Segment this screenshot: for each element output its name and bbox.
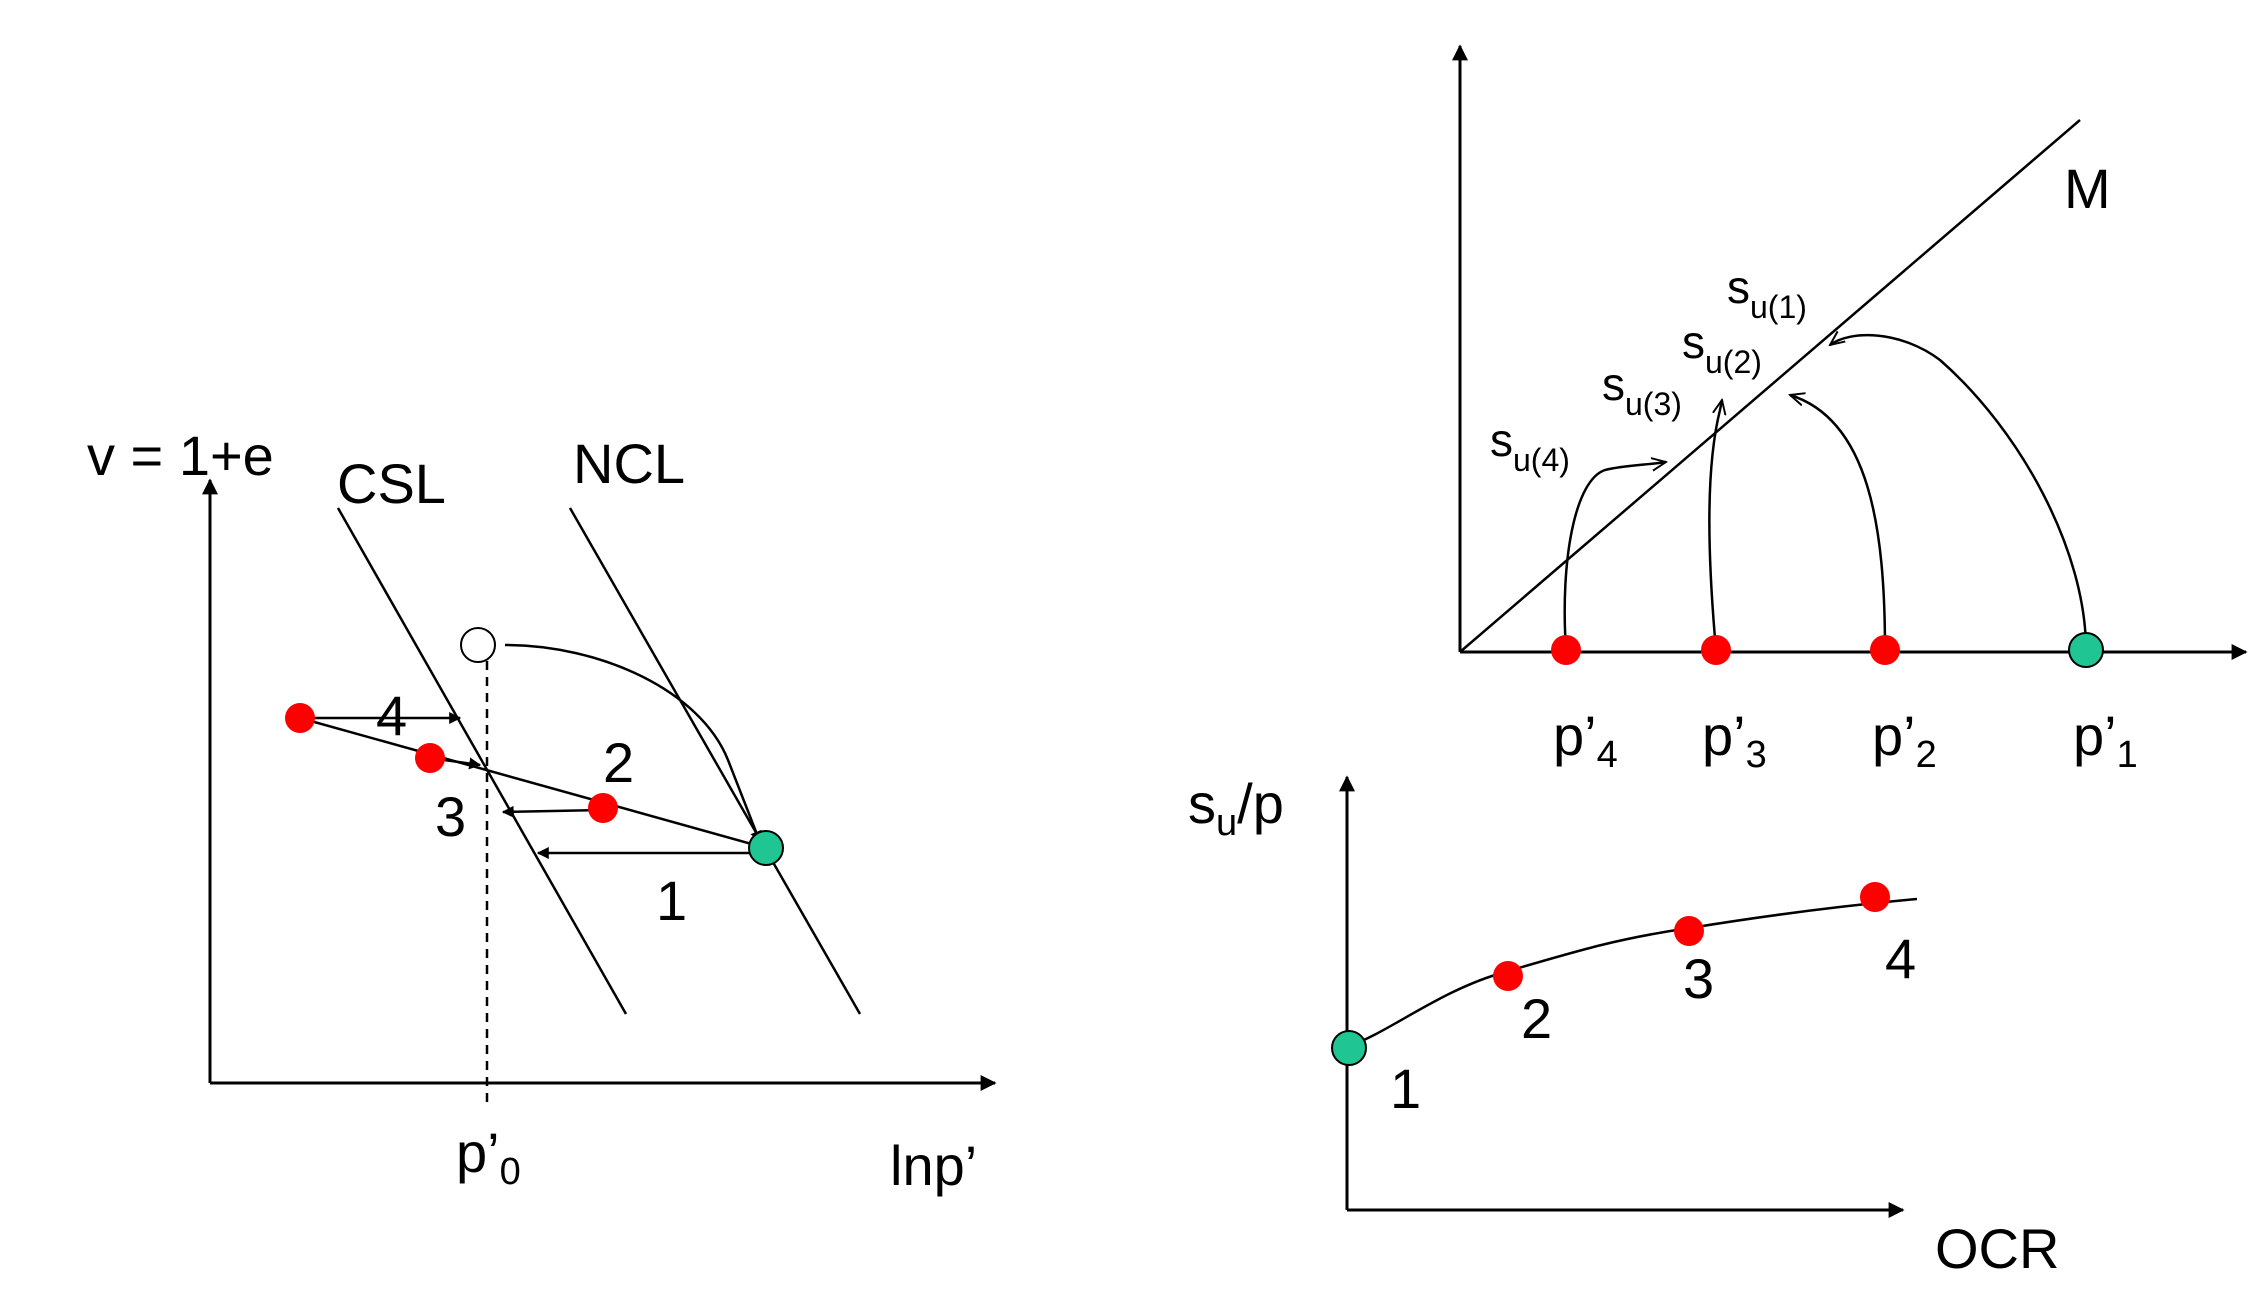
csl-line [338, 508, 626, 1014]
ocr-point-label-4: 4 [1885, 927, 1917, 990]
p3-point [1701, 635, 1731, 665]
m-line [1460, 120, 2080, 652]
path-label-1: 1 [656, 869, 688, 932]
stress-path-4 [1565, 462, 1666, 650]
stress-path-2 [1790, 395, 1885, 650]
ocr-point-label-2: 2 [1521, 987, 1553, 1050]
p1-point [2069, 633, 2103, 667]
su2-label: $s_{u(2)}$ [1682, 316, 1762, 380]
v-axis-label: v = 1+e [87, 424, 274, 487]
stress-path-diagram [1460, 46, 2246, 776]
ocr-point-label-1: 1 [1390, 1057, 1422, 1120]
ocr-point-2 [1493, 961, 1523, 991]
m-line-label: M [2064, 157, 2111, 220]
point-red-2 [588, 793, 618, 823]
p1-label: $p’_1$ [2073, 704, 2138, 776]
ocr-axis-label: OCR [1935, 1217, 2060, 1280]
ocr-point-3 [1674, 916, 1704, 946]
path-label-4: 4 [376, 684, 408, 747]
ocr-point-4 [1860, 882, 1890, 912]
su-p-axis-label: $s_u/p$ [1188, 772, 1284, 844]
p2-point [1870, 635, 1900, 665]
point-green-ncl [749, 831, 783, 865]
su-p-ocr-curve [1349, 899, 1917, 1046]
point-red-3 [415, 743, 445, 773]
ncl-label: NCL [573, 432, 686, 495]
su3-label: $s_{u(3)}$ [1602, 358, 1682, 422]
strength-ocr-diagram [1188, 772, 2059, 1280]
p2-label: $p’_2$ [1872, 704, 1937, 776]
initial-state-open-point [461, 628, 495, 662]
su4-label: $s_{u(4)}$ [1490, 414, 1570, 478]
path-arrow-2 [503, 810, 603, 812]
ocr-point-label-3: 3 [1683, 947, 1715, 1010]
path-label-3: 3 [435, 785, 467, 848]
p0-label: $p’_0$ [456, 1121, 521, 1193]
point-red-4 [285, 703, 315, 733]
p4-point [1551, 635, 1581, 665]
p4-label: $p’_4$ [1553, 704, 1618, 776]
p3-label: $p’_3$ [1702, 704, 1767, 776]
lnp-axis-label: lnp’ [890, 1134, 978, 1197]
unloading-line [300, 718, 766, 848]
csl-label: CSL [337, 452, 446, 515]
void-ratio-diagram [87, 424, 995, 1197]
path-label-2: 2 [603, 731, 635, 794]
su1-label: $s_{u(1)}$ [1727, 261, 1807, 325]
ocr-point-1 [1332, 1031, 1366, 1065]
